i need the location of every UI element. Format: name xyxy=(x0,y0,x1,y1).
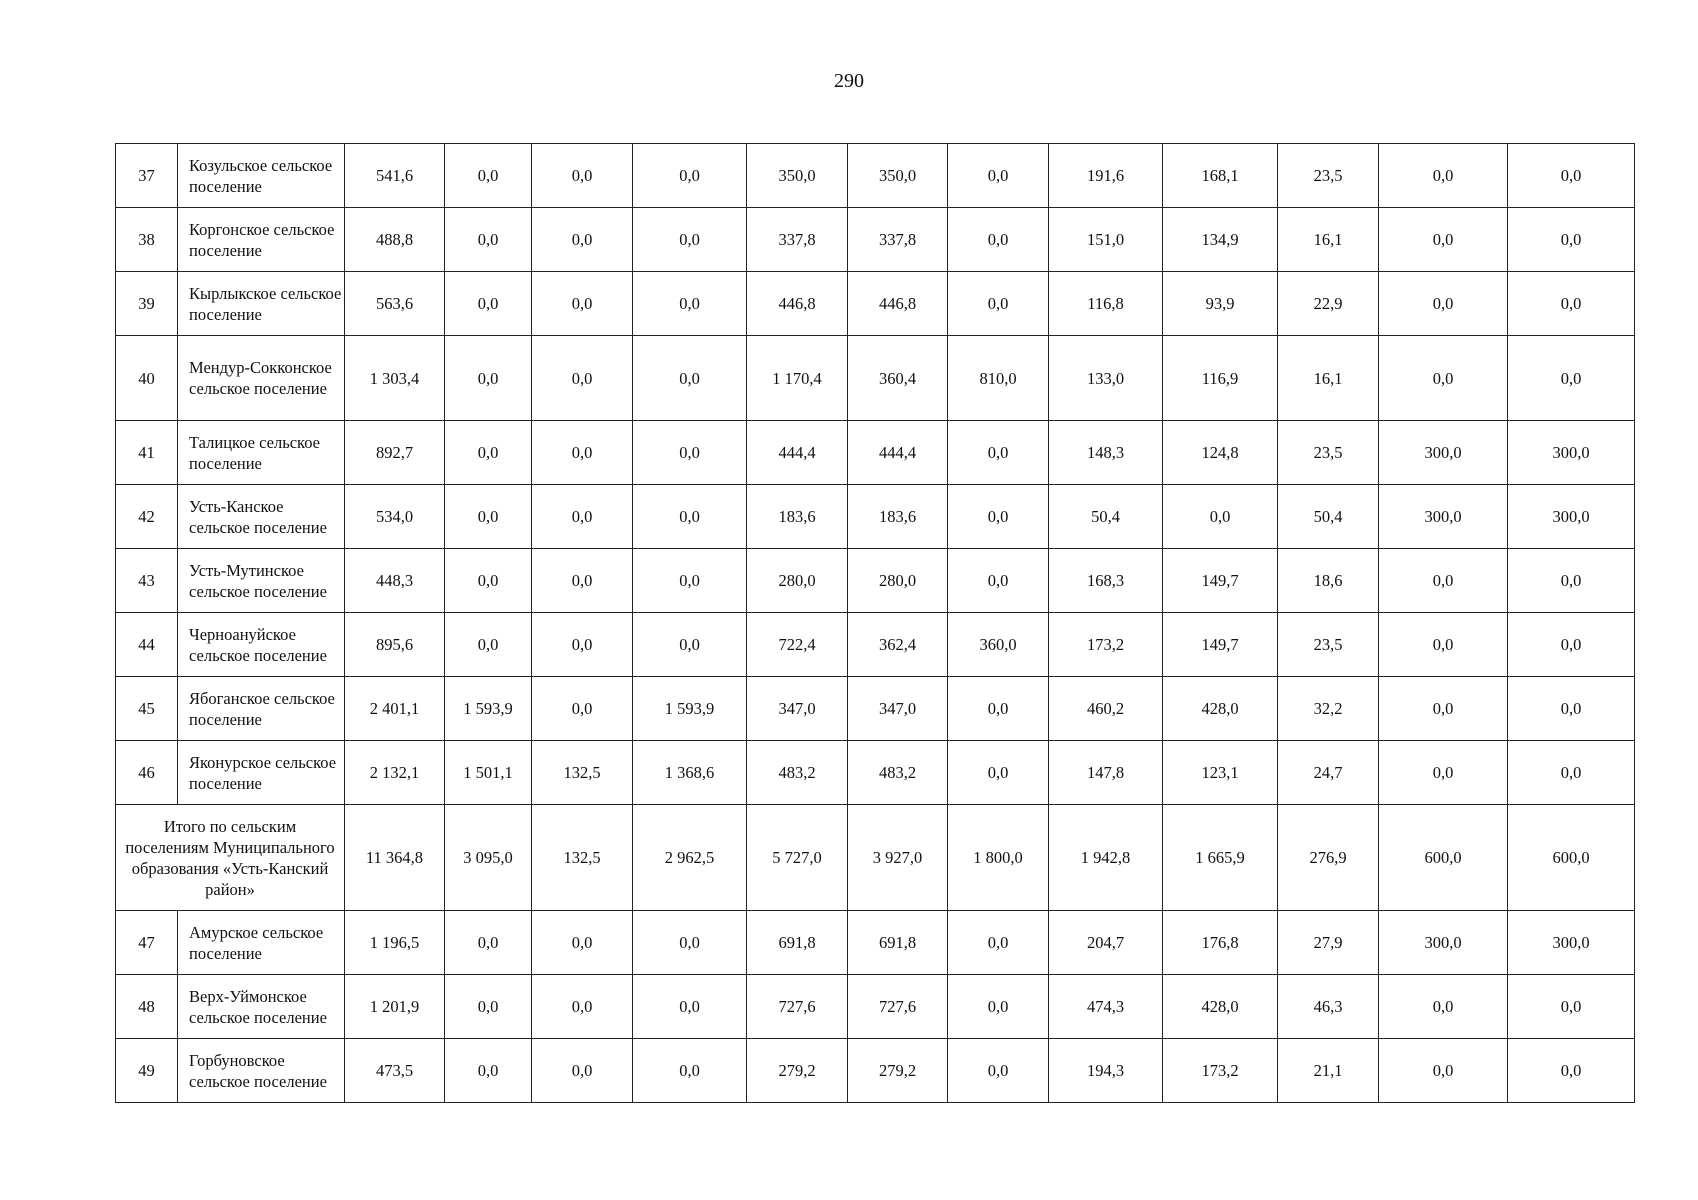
value-cell: 0,0 xyxy=(1379,144,1508,208)
value-cell: 0,0 xyxy=(1379,975,1508,1039)
value-cell: 16,1 xyxy=(1278,336,1379,421)
value-cell: 0,0 xyxy=(1379,1039,1508,1103)
value-cell: 892,7 xyxy=(345,421,445,485)
value-cell: 0,0 xyxy=(1508,549,1635,613)
table-row xyxy=(116,144,1635,208)
value-cell: 727,6 xyxy=(747,975,848,1039)
value-cell: 0,0 xyxy=(633,975,747,1039)
value-cell: 810,0 xyxy=(948,336,1049,421)
value-cell: 300,0 xyxy=(1379,485,1508,549)
value-cell: 0,0 xyxy=(633,485,747,549)
budget-table xyxy=(115,143,1635,1103)
value-cell: 0,0 xyxy=(1508,741,1635,805)
row-number: 39 xyxy=(116,272,178,336)
value-cell: 0,0 xyxy=(532,421,633,485)
value-cell: 2 401,1 xyxy=(345,677,445,741)
value-cell: 0,0 xyxy=(948,144,1049,208)
value-cell: 0,0 xyxy=(633,208,747,272)
value-cell: 133,0 xyxy=(1049,336,1163,421)
value-cell: 183,6 xyxy=(848,485,948,549)
value-cell: 183,6 xyxy=(747,485,848,549)
value-cell: 488,8 xyxy=(345,208,445,272)
value-cell: 23,5 xyxy=(1278,613,1379,677)
value-cell: 691,8 xyxy=(747,911,848,975)
value-cell: 116,9 xyxy=(1163,336,1278,421)
value-cell: 0,0 xyxy=(1508,613,1635,677)
value-cell: 0,0 xyxy=(1508,336,1635,421)
value-cell: 0,0 xyxy=(633,1039,747,1103)
settlement-name: Ябоганское сельское поселение xyxy=(178,677,345,741)
value-cell: 0,0 xyxy=(948,911,1049,975)
value-cell: 360,4 xyxy=(848,336,948,421)
table-row xyxy=(116,549,1635,613)
value-cell: 0,0 xyxy=(532,911,633,975)
value-cell: 448,3 xyxy=(345,549,445,613)
value-cell: 23,5 xyxy=(1278,421,1379,485)
value-cell: 444,4 xyxy=(848,421,948,485)
value-cell: 600,0 xyxy=(1508,805,1635,911)
value-cell: 722,4 xyxy=(747,613,848,677)
value-cell: 1 501,1 xyxy=(445,741,532,805)
value-cell: 1 942,8 xyxy=(1049,805,1163,911)
value-cell: 124,8 xyxy=(1163,421,1278,485)
value-cell: 3 927,0 xyxy=(848,805,948,911)
row-number: 37 xyxy=(116,144,178,208)
value-cell: 0,0 xyxy=(445,975,532,1039)
value-cell: 24,7 xyxy=(1278,741,1379,805)
value-cell: 280,0 xyxy=(747,549,848,613)
value-cell: 0,0 xyxy=(948,549,1049,613)
value-cell: 0,0 xyxy=(633,549,747,613)
value-cell: 50,4 xyxy=(1049,485,1163,549)
table-body xyxy=(116,144,1635,1103)
value-cell: 0,0 xyxy=(532,144,633,208)
value-cell: 173,2 xyxy=(1049,613,1163,677)
settlement-name: Мендур-Сокконское сельское поселение xyxy=(178,336,345,421)
value-cell: 21,1 xyxy=(1278,1039,1379,1103)
value-cell: 1 303,4 xyxy=(345,336,445,421)
table-row xyxy=(116,613,1635,677)
value-cell: 116,8 xyxy=(1049,272,1163,336)
value-cell: 11 364,8 xyxy=(345,805,445,911)
value-cell: 0,0 xyxy=(1508,1039,1635,1103)
value-cell: 0,0 xyxy=(1379,336,1508,421)
value-cell: 347,0 xyxy=(747,677,848,741)
row-number: 49 xyxy=(116,1039,178,1103)
value-cell: 1 665,9 xyxy=(1163,805,1278,911)
value-cell: 0,0 xyxy=(948,677,1049,741)
settlement-name: Козульское сельское поселение xyxy=(178,144,345,208)
value-cell: 337,8 xyxy=(848,208,948,272)
value-cell: 5 727,0 xyxy=(747,805,848,911)
settlement-name: Верх-Уймонское сельское поселение xyxy=(178,975,345,1039)
value-cell: 428,0 xyxy=(1163,975,1278,1039)
value-cell: 0,0 xyxy=(445,272,532,336)
value-cell: 895,6 xyxy=(345,613,445,677)
settlement-name: Яконурское сельское поселение xyxy=(178,741,345,805)
value-cell: 727,6 xyxy=(848,975,948,1039)
value-cell: 460,2 xyxy=(1049,677,1163,741)
value-cell: 0,0 xyxy=(445,911,532,975)
value-cell: 0,0 xyxy=(633,911,747,975)
value-cell: 0,0 xyxy=(948,975,1049,1039)
value-cell: 300,0 xyxy=(1508,421,1635,485)
value-cell: 0,0 xyxy=(532,336,633,421)
value-cell: 2 132,1 xyxy=(345,741,445,805)
value-cell: 0,0 xyxy=(1379,549,1508,613)
value-cell: 1 170,4 xyxy=(747,336,848,421)
value-cell: 0,0 xyxy=(633,421,747,485)
value-cell: 1 196,5 xyxy=(345,911,445,975)
value-cell: 444,4 xyxy=(747,421,848,485)
row-number: 44 xyxy=(116,613,178,677)
value-cell: 1 368,6 xyxy=(633,741,747,805)
value-cell: 149,7 xyxy=(1163,549,1278,613)
table-row xyxy=(116,336,1635,421)
table-row xyxy=(116,975,1635,1039)
page-number: 290 xyxy=(834,70,864,92)
row-number: 48 xyxy=(116,975,178,1039)
value-cell: 0,0 xyxy=(445,485,532,549)
value-cell: 563,6 xyxy=(345,272,445,336)
value-cell: 483,2 xyxy=(848,741,948,805)
value-cell: 0,0 xyxy=(633,336,747,421)
table-row xyxy=(116,741,1635,805)
value-cell: 446,8 xyxy=(747,272,848,336)
value-cell: 0,0 xyxy=(633,272,747,336)
table-row xyxy=(116,208,1635,272)
value-cell: 428,0 xyxy=(1163,677,1278,741)
value-cell: 600,0 xyxy=(1379,805,1508,911)
value-cell: 300,0 xyxy=(1379,421,1508,485)
value-cell: 483,2 xyxy=(747,741,848,805)
value-cell: 350,0 xyxy=(848,144,948,208)
value-cell: 149,7 xyxy=(1163,613,1278,677)
value-cell: 27,9 xyxy=(1278,911,1379,975)
total-row xyxy=(116,805,1635,911)
value-cell: 300,0 xyxy=(1379,911,1508,975)
value-cell: 0,0 xyxy=(1379,677,1508,741)
table-row xyxy=(116,911,1635,975)
settlement-name: Коргонское сельское поселение xyxy=(178,208,345,272)
value-cell: 18,6 xyxy=(1278,549,1379,613)
value-cell: 23,5 xyxy=(1278,144,1379,208)
value-cell: 2 962,5 xyxy=(633,805,747,911)
settlement-name: Горбуновское сельское поселение xyxy=(178,1039,345,1103)
value-cell: 50,4 xyxy=(1278,485,1379,549)
settlement-name: Усть-Канское сельское поселение xyxy=(178,485,345,549)
table-row xyxy=(116,272,1635,336)
value-cell: 194,3 xyxy=(1049,1039,1163,1103)
value-cell: 0,0 xyxy=(1379,613,1508,677)
value-cell: 3 095,0 xyxy=(445,805,532,911)
value-cell: 0,0 xyxy=(1379,208,1508,272)
row-number: 42 xyxy=(116,485,178,549)
value-cell: 132,5 xyxy=(532,805,633,911)
row-number: 43 xyxy=(116,549,178,613)
value-cell: 0,0 xyxy=(532,613,633,677)
value-cell: 0,0 xyxy=(948,485,1049,549)
value-cell: 0,0 xyxy=(1508,677,1635,741)
value-cell: 0,0 xyxy=(532,208,633,272)
value-cell: 279,2 xyxy=(848,1039,948,1103)
value-cell: 0,0 xyxy=(532,272,633,336)
value-cell: 1 593,9 xyxy=(633,677,747,741)
value-cell: 300,0 xyxy=(1508,485,1635,549)
value-cell: 46,3 xyxy=(1278,975,1379,1039)
value-cell: 0,0 xyxy=(1508,272,1635,336)
value-cell: 279,2 xyxy=(747,1039,848,1103)
value-cell: 0,0 xyxy=(948,421,1049,485)
value-cell: 541,6 xyxy=(345,144,445,208)
value-cell: 0,0 xyxy=(445,144,532,208)
value-cell: 0,0 xyxy=(1379,272,1508,336)
value-cell: 1 800,0 xyxy=(948,805,1049,911)
value-cell: 0,0 xyxy=(445,549,532,613)
value-cell: 191,6 xyxy=(1049,144,1163,208)
settlement-name: Кырлыкское сельское поселение xyxy=(178,272,345,336)
table-row xyxy=(116,1039,1635,1103)
value-cell: 337,8 xyxy=(747,208,848,272)
row-number: 47 xyxy=(116,911,178,975)
value-cell: 0,0 xyxy=(1379,741,1508,805)
value-cell: 147,8 xyxy=(1049,741,1163,805)
value-cell: 93,9 xyxy=(1163,272,1278,336)
row-number: 41 xyxy=(116,421,178,485)
value-cell: 362,4 xyxy=(848,613,948,677)
value-cell: 32,2 xyxy=(1278,677,1379,741)
value-cell: 0,0 xyxy=(445,613,532,677)
value-cell: 1 201,9 xyxy=(345,975,445,1039)
total-label: Итого по сельским поселениям Муниципального образования «Усть-Канский район» xyxy=(116,805,345,911)
settlement-name: Усть-Мутинское сельское поселение xyxy=(178,549,345,613)
value-cell: 0,0 xyxy=(532,677,633,741)
settlement-name: Амурское сельское поселение xyxy=(178,911,345,975)
row-number: 46 xyxy=(116,741,178,805)
value-cell: 0,0 xyxy=(948,1039,1049,1103)
row-number: 40 xyxy=(116,336,178,421)
value-cell: 0,0 xyxy=(1508,208,1635,272)
settlement-name: Талицкое сельское поселение xyxy=(178,421,345,485)
value-cell: 16,1 xyxy=(1278,208,1379,272)
row-number: 38 xyxy=(116,208,178,272)
value-cell: 204,7 xyxy=(1049,911,1163,975)
value-cell: 360,0 xyxy=(948,613,1049,677)
table-row xyxy=(116,485,1635,549)
value-cell: 280,0 xyxy=(848,549,948,613)
value-cell: 276,9 xyxy=(1278,805,1379,911)
value-cell: 0,0 xyxy=(532,485,633,549)
value-cell: 473,5 xyxy=(345,1039,445,1103)
table-row xyxy=(116,421,1635,485)
value-cell: 0,0 xyxy=(445,336,532,421)
value-cell: 0,0 xyxy=(445,208,532,272)
value-cell: 0,0 xyxy=(948,208,1049,272)
value-cell: 0,0 xyxy=(532,1039,633,1103)
value-cell: 0,0 xyxy=(633,613,747,677)
value-cell: 0,0 xyxy=(1163,485,1278,549)
value-cell: 0,0 xyxy=(445,1039,532,1103)
value-cell: 168,1 xyxy=(1163,144,1278,208)
value-cell: 350,0 xyxy=(747,144,848,208)
value-cell: 347,0 xyxy=(848,677,948,741)
value-cell: 446,8 xyxy=(848,272,948,336)
value-cell: 134,9 xyxy=(1163,208,1278,272)
value-cell: 0,0 xyxy=(948,272,1049,336)
value-cell: 1 593,9 xyxy=(445,677,532,741)
value-cell: 300,0 xyxy=(1508,911,1635,975)
value-cell: 132,5 xyxy=(532,741,633,805)
value-cell: 0,0 xyxy=(1508,975,1635,1039)
value-cell: 534,0 xyxy=(345,485,445,549)
value-cell: 0,0 xyxy=(532,975,633,1039)
value-cell: 173,2 xyxy=(1163,1039,1278,1103)
value-cell: 123,1 xyxy=(1163,741,1278,805)
value-cell: 151,0 xyxy=(1049,208,1163,272)
value-cell: 0,0 xyxy=(445,421,532,485)
value-cell: 0,0 xyxy=(532,549,633,613)
value-cell: 0,0 xyxy=(1508,144,1635,208)
value-cell: 22,9 xyxy=(1278,272,1379,336)
row-number: 45 xyxy=(116,677,178,741)
value-cell: 691,8 xyxy=(848,911,948,975)
value-cell: 148,3 xyxy=(1049,421,1163,485)
value-cell: 0,0 xyxy=(948,741,1049,805)
table-row xyxy=(116,677,1635,741)
value-cell: 0,0 xyxy=(633,144,747,208)
settlement-name: Черноануйское сельское поселение xyxy=(178,613,345,677)
value-cell: 168,3 xyxy=(1049,549,1163,613)
value-cell: 176,8 xyxy=(1163,911,1278,975)
value-cell: 474,3 xyxy=(1049,975,1163,1039)
